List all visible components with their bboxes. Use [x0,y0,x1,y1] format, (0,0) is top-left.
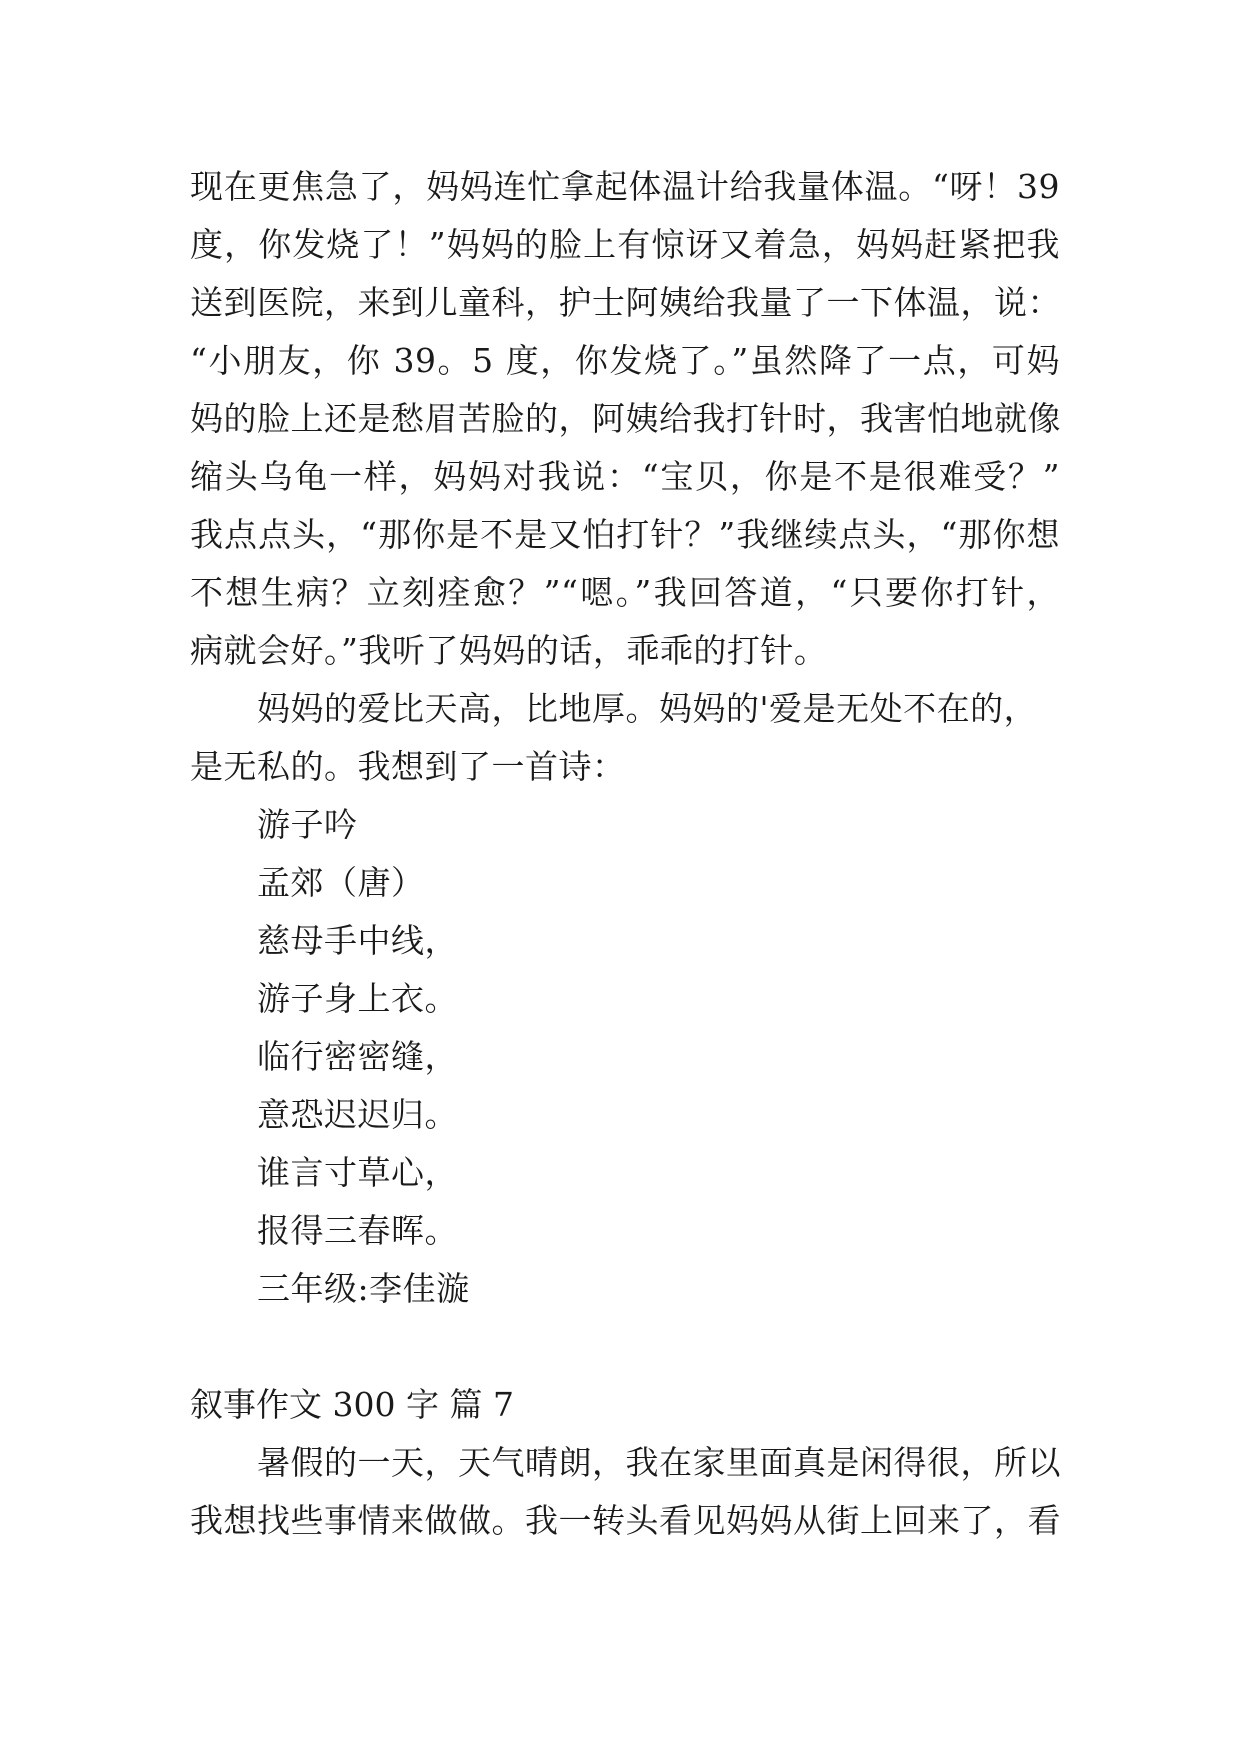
poem-line-3: 临行密密缝， [257,1037,458,1076]
paragraph-1-line-8: 不想生病？立刻痊愈？”“嗯。”我回答道，“只要你打针， [190,573,1060,612]
paragraph-1-line-5: 妈的脸上还是愁眉苦脸的，阿姨给我打针时，我害怕地就像 [190,399,1061,438]
paragraph-1-line-9: 病就会好。”我听了妈妈的话，乖乖的打针。 [190,631,828,670]
paragraph-3-line-2: 我想找些事情来做做。我一转头看见妈妈从街上回来了，看 [190,1501,1061,1540]
poem-line-2: 游子身上衣。 [257,979,458,1018]
author-signature: 三年级:李佳漩 [257,1269,470,1308]
paragraph-1-line-4: “小朋友，你 39。5 度，你发烧了。”虽然降了一点，可妈 [190,341,1060,380]
poem-line-6: 报得三春晖。 [257,1211,458,1250]
poem-title: 游子吟 [257,805,358,844]
paragraph-1-line-6: 缩头乌龟一样，妈妈对我说：“宝贝，你是不是很难受？” [190,457,1060,496]
paragraph-2-line-1: 妈妈的爱比天高，比地厚。妈妈的'爱是无处不在的， [257,689,1038,728]
poem-author: 孟郊（唐） [257,863,425,902]
paragraph-1-line-2: 度，你发烧了！”妈妈的脸上有惊讶又着急，妈妈赶紧把我 [190,225,1060,264]
paragraph-1-line-7: 我点点头，“那你是不是又怕打针？”我继续点头，“那你想 [190,515,1060,554]
poem-line-4: 意恐迟迟归。 [257,1095,458,1134]
poem-line-1: 慈母手中线， [257,921,458,960]
paragraph-1-line-3: 送到医院，来到儿童科，护士阿姨给我量了一下体温，说： [190,283,1061,322]
poem-line-5: 谁言寸草心， [257,1153,458,1192]
paragraph-2-line-2: 是无私的。我想到了一首诗： [190,747,626,786]
paragraph-3-line-1: 暑假的一天，天气晴朗，我在家里面真是闲得很，所以 [257,1443,1061,1482]
paragraph-1-line-1: 现在更焦急了，妈妈连忙拿起体温计给我量体温。“呀！39 [190,167,1060,206]
section-heading: 叙事作文 300 字 篇 7 [190,1385,514,1424]
